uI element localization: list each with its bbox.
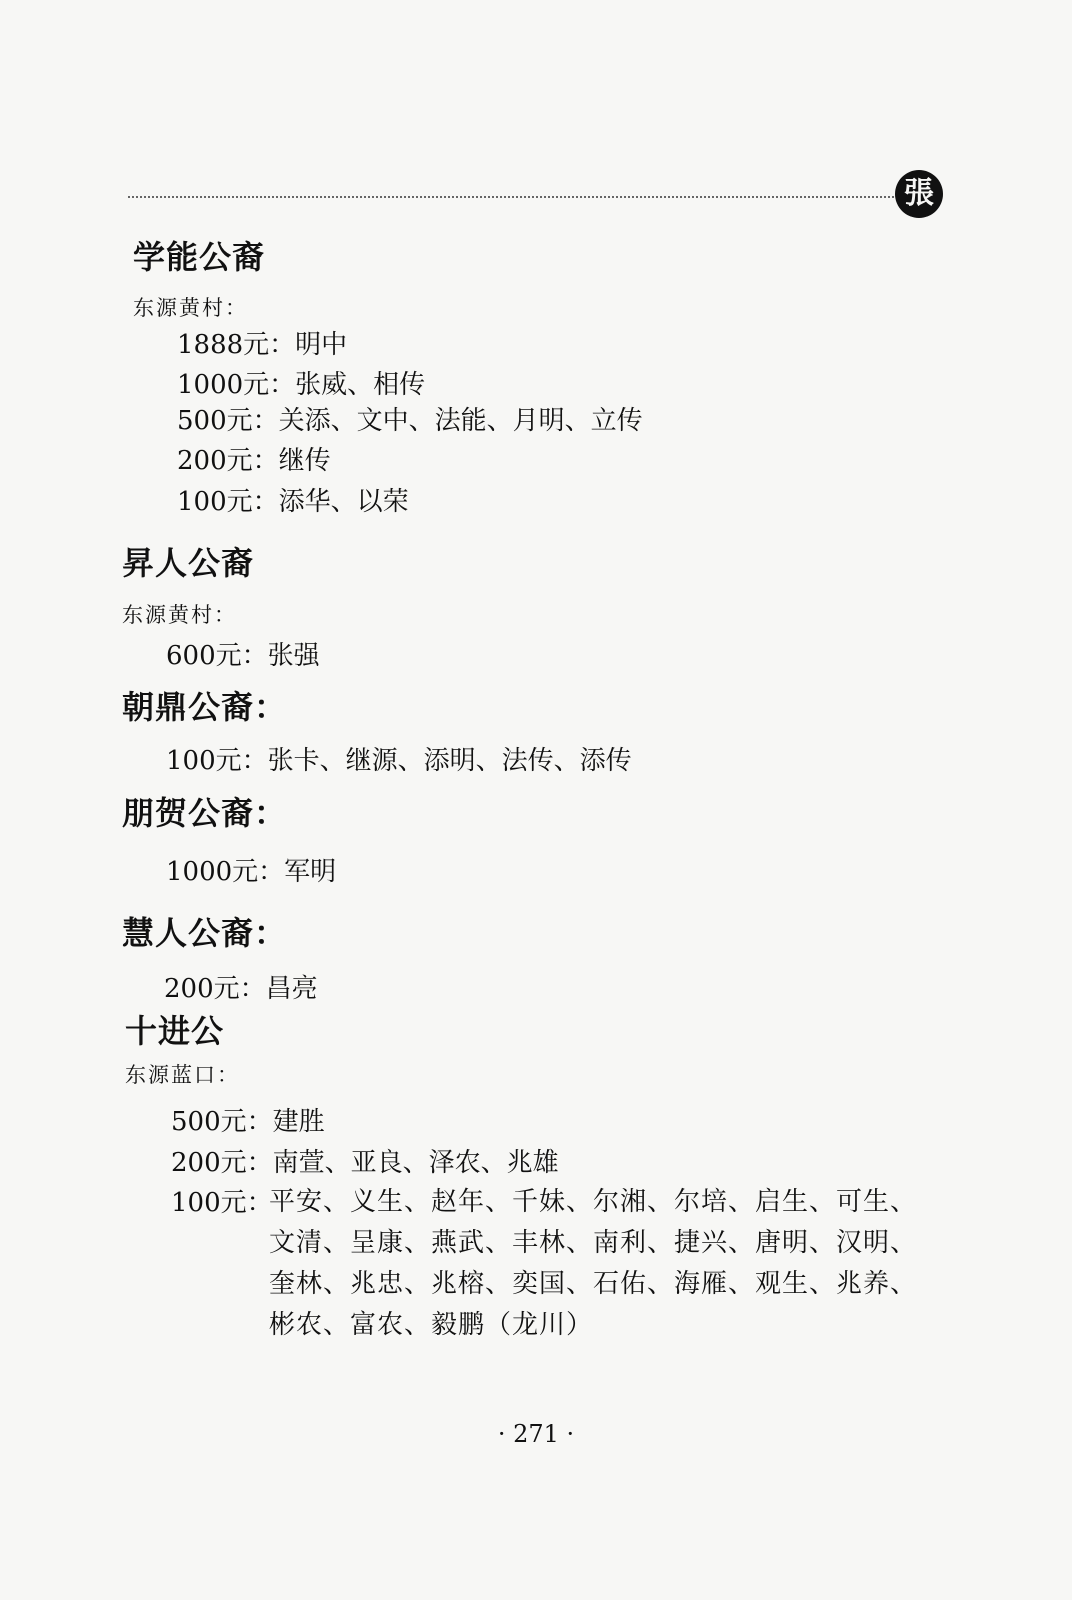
donation-row-multiline bbox=[171, 1182, 951, 1352]
amount: 100元： bbox=[166, 746, 268, 776]
header-rule bbox=[128, 196, 898, 198]
donation-row bbox=[166, 851, 336, 888]
section-title: 十进公 bbox=[125, 1012, 225, 1050]
donor-names: 建胜 bbox=[272, 1107, 325, 1137]
place-label: 东源蓝口： bbox=[125, 1063, 240, 1087]
donation-row bbox=[171, 1101, 325, 1138]
amount: 1000元： bbox=[166, 857, 285, 887]
donation-row bbox=[177, 481, 409, 518]
amount: 1888元： bbox=[177, 330, 296, 360]
page-number: · 271 · bbox=[497, 1420, 575, 1448]
donation-row bbox=[177, 324, 347, 361]
donation-row bbox=[177, 400, 643, 437]
amount: 500元： bbox=[171, 1107, 273, 1137]
section-title: 朋贺公裔： bbox=[122, 794, 288, 832]
donor-names: 添华、以荣 bbox=[278, 487, 409, 517]
section-title: 慧人公裔： bbox=[122, 914, 288, 952]
section-title: 学能公裔 bbox=[133, 238, 266, 276]
donor-names-line: 文清、呈康、燕武、丰林、南利、捷兴、唐明、汉明、 bbox=[269, 1228, 918, 1258]
amount: 600元： bbox=[166, 641, 268, 671]
amount: 1000元： bbox=[177, 370, 296, 400]
donor-names: 明中 bbox=[295, 330, 348, 360]
donor-names: 昌亮 bbox=[265, 974, 318, 1004]
zhang-seal-emblem: 張 bbox=[895, 170, 943, 218]
amount: 200元： bbox=[171, 1148, 273, 1178]
donor-names-line: 平安、义生、赵年、千妹、尔湘、尔培、启生、可生、 bbox=[269, 1187, 918, 1217]
donor-names: 继传 bbox=[278, 446, 331, 476]
donor-names-line: 彬农、富农、毅鹏（龙川） bbox=[269, 1310, 594, 1340]
donor-names: 军明 bbox=[284, 857, 337, 887]
donation-row bbox=[177, 364, 425, 401]
donation-row bbox=[164, 968, 318, 1005]
donor-names: 张强 bbox=[267, 641, 320, 671]
donation-row bbox=[171, 1142, 559, 1179]
donation-row bbox=[166, 740, 632, 777]
amount: 100元： bbox=[177, 487, 279, 517]
donor-names-line: 奎林、兆忠、兆榕、奕国、石佑、海雁、观生、兆养、 bbox=[269, 1269, 918, 1299]
amount: 100元： bbox=[171, 1188, 273, 1218]
donor-names: 张卡、继源、添明、法传、添传 bbox=[267, 746, 632, 776]
donation-row bbox=[177, 440, 331, 477]
donor-names: 南萱、亚良、泽农、兆雄 bbox=[272, 1148, 559, 1178]
place-label: 东源黄村： bbox=[133, 296, 248, 320]
donor-names: 张威、相传 bbox=[295, 370, 426, 400]
section-title: 朝鼎公裔： bbox=[122, 688, 288, 726]
amount: 200元： bbox=[164, 974, 266, 1004]
donor-names: 关添、文中、法能、月明、立传 bbox=[278, 406, 643, 436]
amount: 500元： bbox=[177, 406, 279, 436]
donor-names-block bbox=[269, 1182, 939, 1346]
section-title: 昇人公裔 bbox=[122, 544, 255, 582]
place-label: 东源黄村： bbox=[122, 603, 237, 627]
donation-row bbox=[166, 635, 320, 672]
amount: 200元： bbox=[177, 446, 279, 476]
